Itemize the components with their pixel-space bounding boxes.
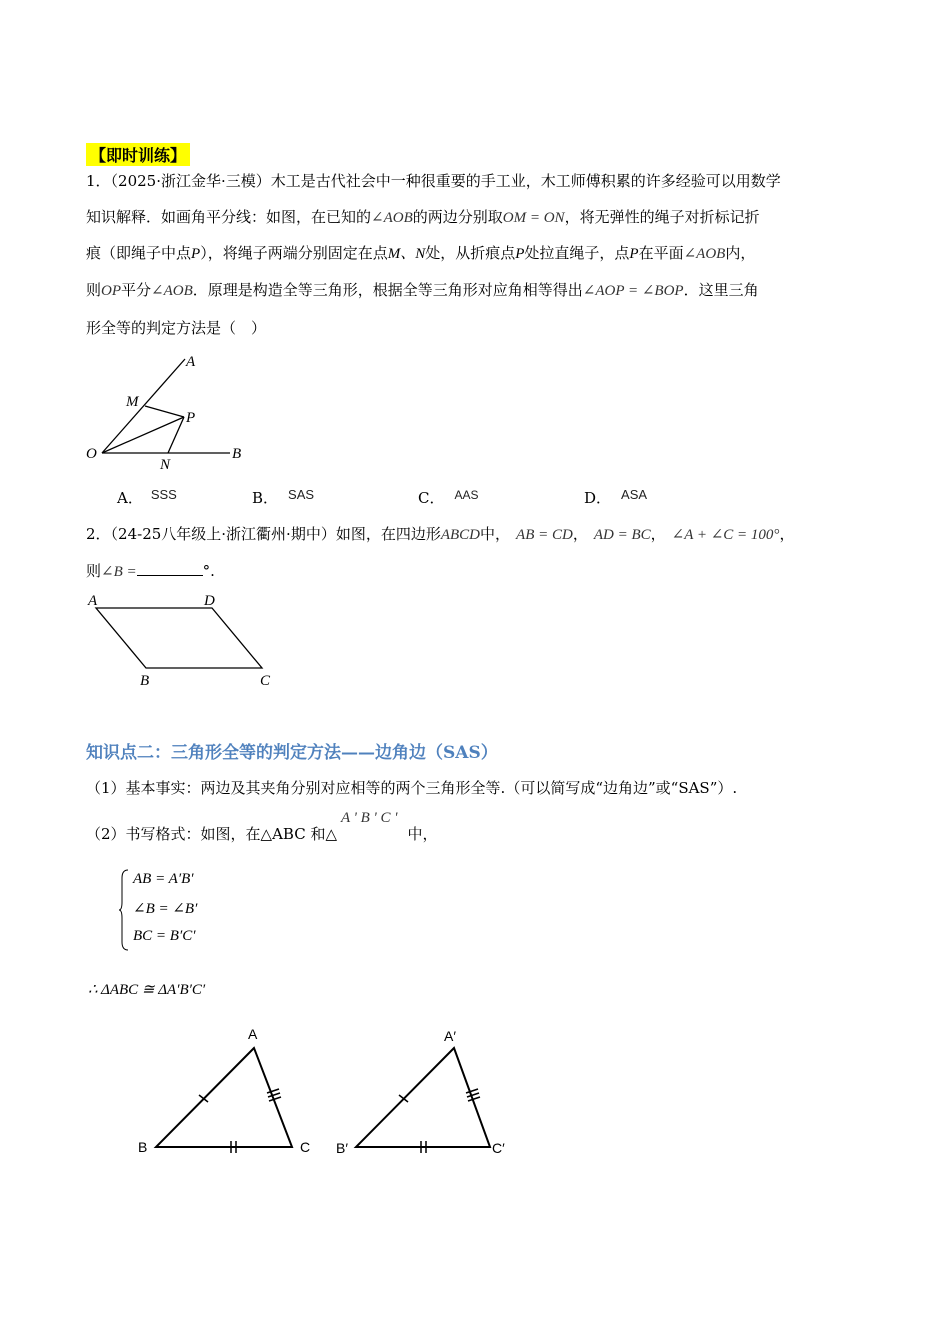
label-o: O [86,446,97,462]
math-angle-aob: ∠AOB [151,283,193,299]
system-line-1: AB = A′B′ [133,871,194,887]
q2-source: （24-25八年级上·浙江衢州·期中） [110,525,336,543]
label-n: N [160,457,171,473]
system-line-3: BC = B′C′ [133,928,196,944]
tick-ac-prime-2 [467,1093,479,1097]
option-label: D． [584,489,612,507]
triangle-a-b-c-prime [356,1048,490,1147]
knowledge-p1: （1）基本事实：两边及其夹角分别对应相等的两个三角形全等.（可以简写成“边角边”或“SAS”）. [86,779,738,797]
math-angle-b: ∠B = [101,564,137,580]
segment-op [102,417,184,453]
q1-text: 则 [86,281,102,299]
math-ab-cd: AB = CD [516,527,573,543]
p2-text: （2）书写格式：如图，在△ABC 和△ [86,825,337,843]
label-m: M [126,394,139,410]
math-angle-aob: ∠AOB [683,246,726,262]
q1-line5: 形全等的判定方法是（ ） [86,319,267,337]
q1-text: ，将无弹性的绳子对折标记折 [564,208,760,226]
label-c-prime: C′ [492,1140,505,1156]
q1-text: 木工是古代社会中一种很重要的手工业，木工师傅积累的许多经验可以用数学 [270,172,781,190]
option-b[interactable] [252,487,314,508]
math-om-on: OM = ON [502,210,565,226]
conclusion: ∴ ΔABC ≅ ΔA′B′C′ [88,982,206,998]
segment-mp [145,406,184,417]
math-angle-sum: ∠A + ∠C = 100° [671,527,780,543]
tick-ac-1 [267,1089,279,1093]
label-a-prime: A′ [444,1028,456,1044]
math-a-b-c-prime: A ' B ' C ' [341,810,398,826]
label-a: A [186,354,196,370]
knowledge-title: 知识点二：三角形全等的判定方法——边角边（SAS） [86,743,498,763]
q2-text: 则 [86,562,102,580]
option-value: SSS [150,487,177,502]
math-p: P [191,246,201,262]
q1-text: 的两边分别取 [412,208,503,226]
label-b: B [232,446,242,462]
math-p: P [629,246,639,262]
q1-text: 痕（即绳子中点 [86,244,192,262]
q2-text: ， [779,525,795,543]
q1-text: ），将绳子两端分别固定在点 [200,244,388,262]
system-line-2: ∠B = ∠B′ [133,901,198,917]
label-c: C [260,673,271,689]
math-ad-bc: AD = BC [593,527,651,543]
q1-text: 处，从折痕点 [425,244,516,262]
math-angle-aob: ∠AOB [371,210,413,226]
tick-ac-prime-1 [466,1089,478,1093]
p2-text: 中， [407,825,438,843]
q1-text: 内， [725,244,756,262]
label-b-prime: B′ [336,1140,348,1156]
knowledge-p2 [86,810,438,844]
triangle-abc [156,1048,292,1147]
math-m-n: M、N [387,246,426,262]
label-d: D [204,593,215,609]
label-b: B [140,673,150,689]
q1-text: 知识解释．如画角平分线：如图，在已知的 [86,208,372,226]
option-value: ASA [621,487,648,502]
q2-text: 中， [480,525,511,543]
q1-line3 [86,242,755,263]
option-label: C． [418,489,445,507]
q2-line2 [86,560,215,581]
q2-text: 如图，在四边形 [335,525,441,543]
math-p: P [515,246,525,262]
sas-triangles-figure [130,1015,530,1165]
q1-line4 [86,279,759,300]
q2-text: ， [650,525,666,543]
ray-oa [102,359,185,453]
q1-source: （2025·浙江金华·三模） [110,172,271,190]
q2-text: °. [202,562,215,580]
q1-text: ．这里三角 [683,281,759,299]
q1-line1 [86,170,781,191]
option-a[interactable] [117,487,177,508]
option-label: A． [117,489,143,507]
option-c[interactable] [418,487,479,508]
quadrilateral-abcd [96,608,262,668]
option-d[interactable] [584,487,647,508]
q1-line2 [86,206,760,227]
label-c: C [300,1139,311,1155]
option-value: SAS [288,487,315,502]
practice-heading: 【即时训练】 [86,143,190,166]
math-op: OP [101,283,122,299]
label-b: B [138,1139,148,1155]
tick-ac-2 [268,1093,280,1097]
q1-figure [80,345,270,475]
q1-text: 处拉直绳子，点 [524,244,630,262]
q1-text: 在平面 [638,244,684,262]
option-label: B． [252,489,279,507]
label-a: A [248,1026,258,1042]
system-brace [118,868,130,952]
q2-number: 2． [86,525,111,543]
answer-blank[interactable] [137,561,203,576]
q1-number: 1． [86,172,111,190]
math-abcd: ABCD [440,527,481,543]
q2-line1 [86,523,794,544]
q2-text: ， [572,525,588,543]
math-aop-bop: ∠AOP = ∠BOP [582,283,684,299]
label-p: P [186,410,196,426]
q2-figure [82,588,282,690]
label-a: A [88,593,98,609]
q1-text: 平分 [121,281,152,299]
q1-text: ．原理是构造全等三角形，根据全等三角形对应角相等得出 [192,281,583,299]
option-value: AAS [454,488,479,502]
